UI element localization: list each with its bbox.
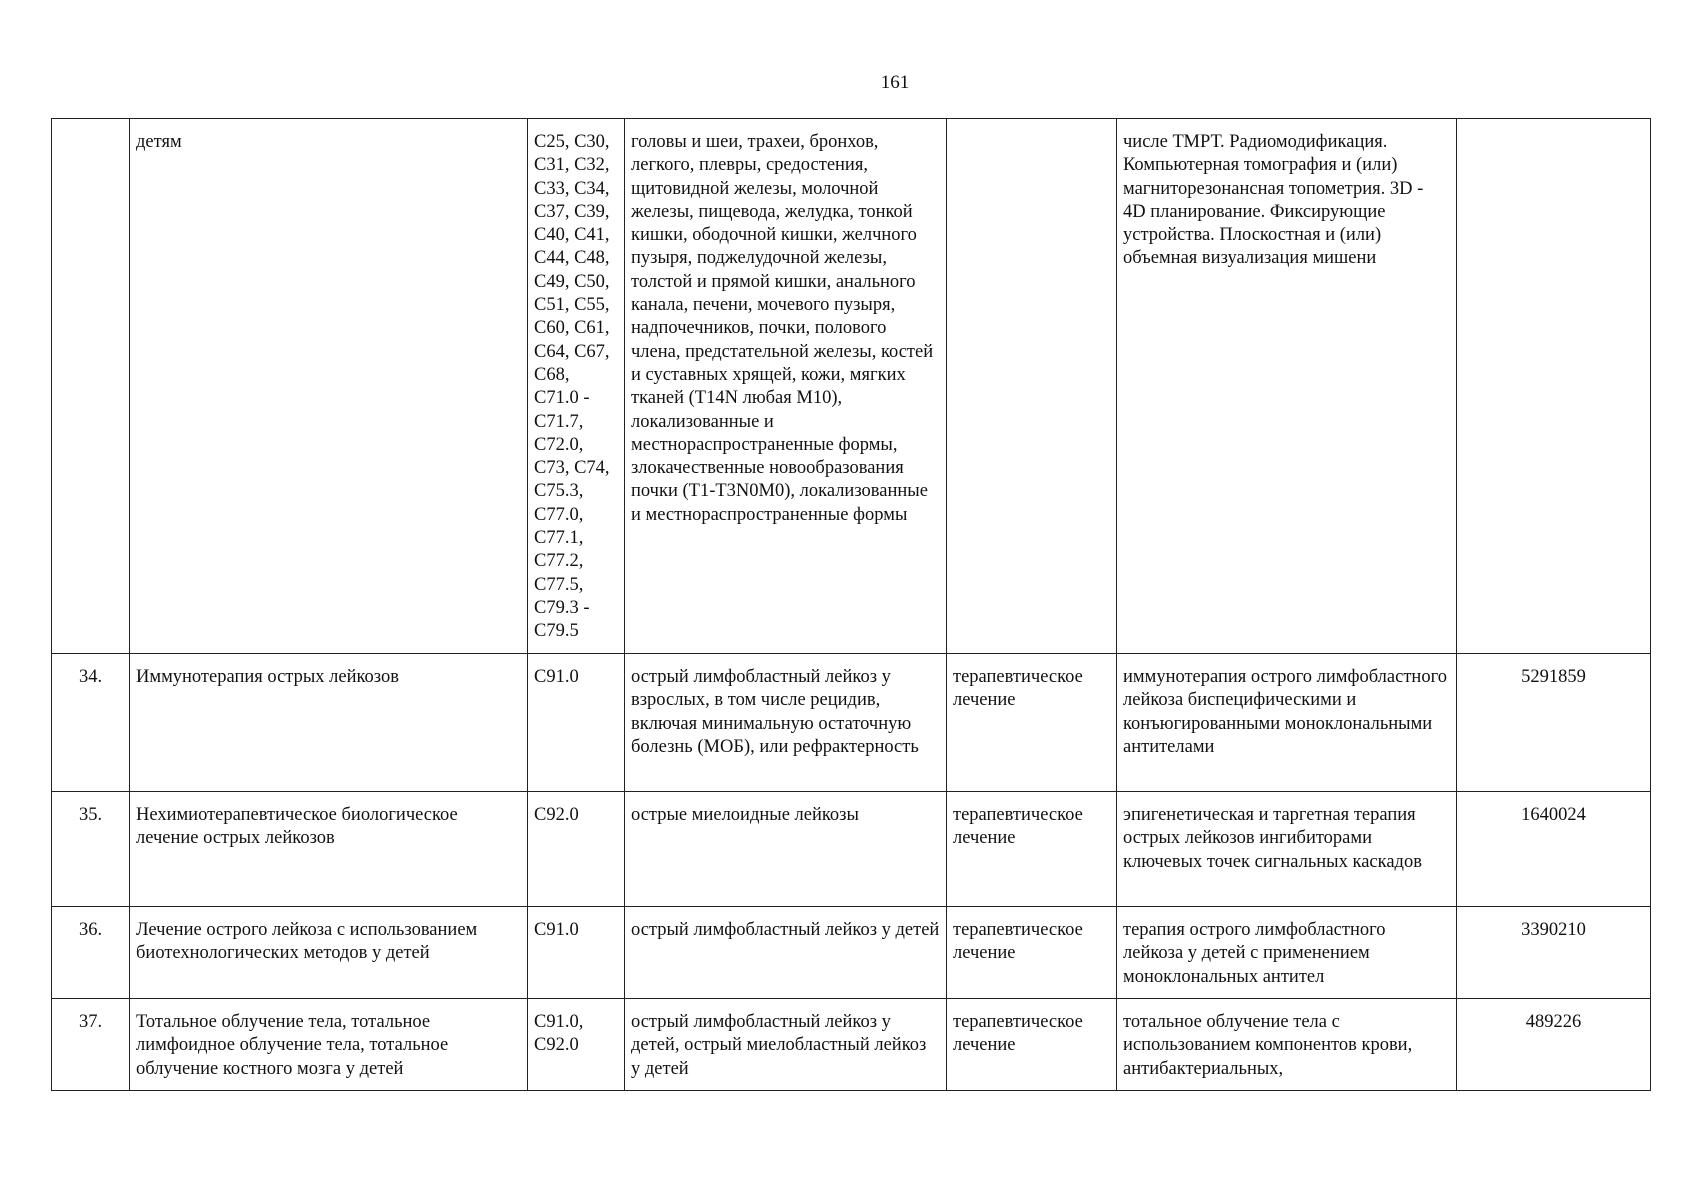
row-number: 37. [52,999,130,1091]
row-treatment-type: терапевтическое лечение [947,907,1117,999]
row-number: 35. [52,792,130,907]
row-codes: C91.0, C92.0 [528,999,625,1091]
table-row [52,907,1651,999]
row-treatment-type: терапевтическое лечение [947,792,1117,907]
row-cost: 489226 [1457,999,1651,1091]
row-method: числе ТМРТ. Радиомодификация. Компьютерная томография и (или) магниторезонансная топометрия. 3D - 4D планирование. Фиксирующие устройства. Плоскостная и (или) объемная визуализация мишени [1117,119,1457,654]
page-number: 161 [880,72,910,93]
row-model: острый лимфобластный лейкоз у взрослых, в том числе рецидив, включая минимальную остаточную болезнь (МОБ), или рефрактерность [625,654,947,792]
row-model: головы и шеи, трахеи, бронхов, легкого, плевры, средостения, щитовидной железы, молочной железы, пищевода, желудка, тонкой кишки, ободочной кишки, желчного пузыря, поджелудочной железы, толстой и прямой кишки, анального канала, печени, мочевого пузыря, надпочечников, почки, полового члена, предстательной железы, костей и суставных хрящей, кожи, мягких тканей (T14N любая M10), локализованные и местнораспространенные формы, злокачественные новообразования почки (T1-T3N0M0), локализованные и местнораспространенные формы [625,119,947,654]
row-name: Тотальное облучение тела, тотальное лимфоидное облучение тела, тотальное облучение костного мозга у детей [130,999,528,1091]
row-cost: 5291859 [1457,654,1651,792]
row-name: Лечение острого лейкоза с использованием биотехнологических методов у детей [130,907,528,999]
table-row [52,999,1651,1091]
row-method: тотальное облучение тела с использованием компонентов крови, антибактериальных, [1117,999,1457,1091]
row-name: Иммунотерапия острых лейкозов [130,654,528,792]
table-row [52,119,1651,654]
row-number [52,119,130,654]
row-cost: 3390210 [1457,907,1651,999]
row-treatment-type: терапевтическое лечение [947,654,1117,792]
row-number: 34. [52,654,130,792]
row-cost: 1640024 [1457,792,1651,907]
row-method: эпигенетическая и таргетная терапия острых лейкозов ингибиторами ключевых точек сигнальных каскадов [1117,792,1457,907]
row-method: терапия острого лимфобластного лейкоза у детей с применением моноклональных антител [1117,907,1457,999]
row-codes: C91.0 [528,907,625,999]
row-treatment-type: терапевтическое лечение [947,999,1117,1091]
row-name: детям [130,119,528,654]
row-method: иммунотерапия острого лимфобластного лейкоза биспецифическими и конъюгированными моноклональными антителами [1117,654,1457,792]
row-codes: C91.0 [528,654,625,792]
row-codes: C92.0 [528,792,625,907]
row-treatment-type [947,119,1117,654]
row-cost [1457,119,1651,654]
row-model: острые миелоидные лейкозы [625,792,947,907]
row-number: 36. [52,907,130,999]
row-name: Нехимиотерапевтическое биологическое лечение острых лейкозов [130,792,528,907]
row-codes: C25, C30, C31, C32, C33, C34, C37, C39, C40, C41, C44, C48, C49, C50, C51, C55, C60, C61, C64, C67, C68, C71.0 - C71.7, C72.0, C73, C74, C75.3, C77.0, C77.1, C77.2, C77.5, C79.3 - C79.5 [528,119,625,654]
row-model: острый лимфобластный лейкоз у детей [625,907,947,999]
table-row [52,792,1651,907]
table-row [52,654,1651,792]
row-model: острый лимфобластный лейкоз у детей, острый миелобластный лейкоз у детей [625,999,947,1091]
treatment-table [51,118,1651,1091]
